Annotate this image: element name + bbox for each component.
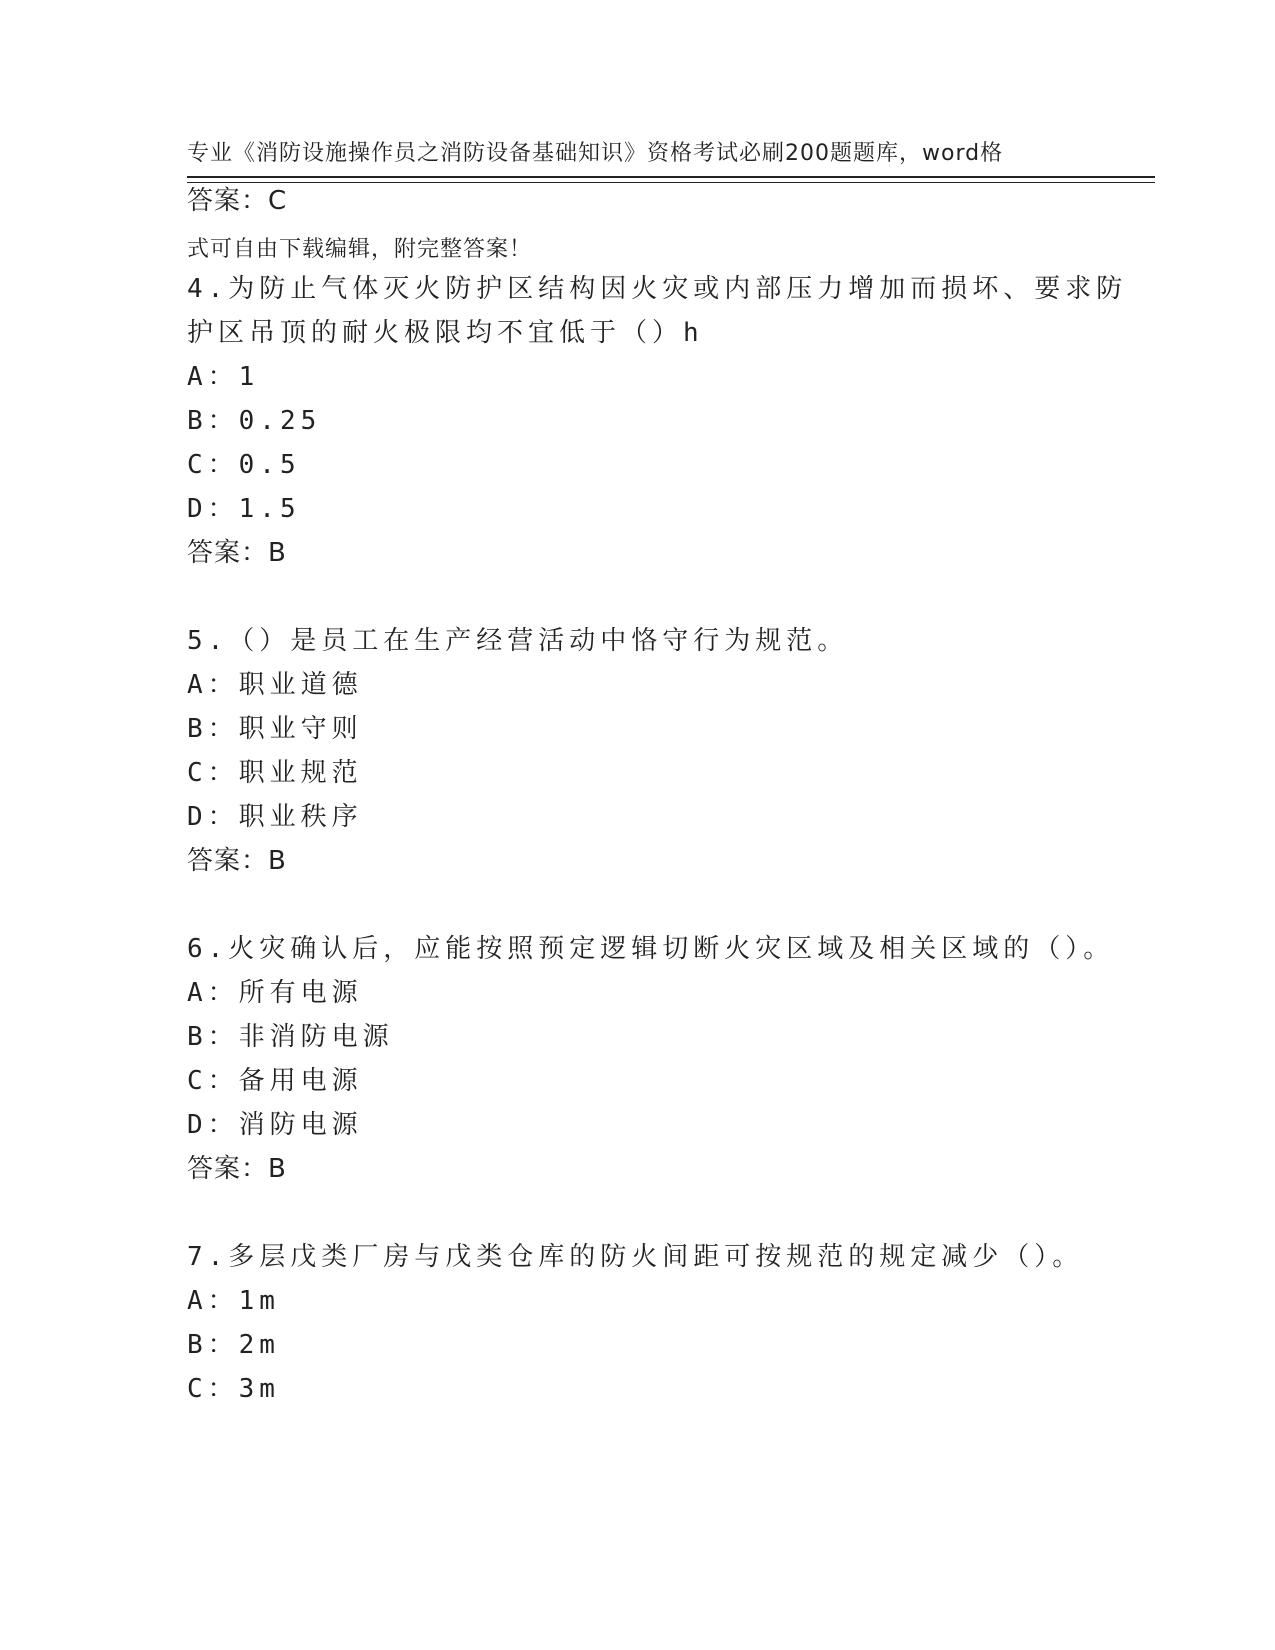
question-4-option-c: C：0.5 bbox=[187, 450, 301, 480]
question-6-option-b: B：非消防电源 bbox=[187, 1022, 394, 1052]
question-7-option-b: B：2m bbox=[187, 1330, 280, 1360]
question-4-answer: 答案：B bbox=[187, 538, 287, 568]
header-line-2: 式可自由下载编辑，附完整答案！ bbox=[187, 237, 533, 262]
question-5-option-d: D：职业秩序 bbox=[187, 802, 363, 832]
question-5-answer: 答案：B bbox=[187, 846, 287, 876]
question-7-option-a: A：1m bbox=[187, 1286, 280, 1316]
question-6-option-a: A：所有电源 bbox=[187, 978, 363, 1008]
question-4-option-a: A：1 bbox=[187, 362, 260, 392]
question-4-option-d: D：1.5 bbox=[187, 494, 301, 524]
question-5-stem-line-1: 5.（）是员工在生产经营活动中恪守行为规范。 bbox=[187, 626, 849, 656]
question-5-option-c: C：职业规范 bbox=[187, 758, 363, 788]
question-6-stem-line-1: 6.火灾确认后，应能按照预定逻辑切断火灾区域及相关区域的（）。 bbox=[187, 934, 1115, 964]
header-divider-thin bbox=[187, 182, 1155, 183]
question-4-option-b: B：0.25 bbox=[187, 406, 322, 436]
header-divider-thick bbox=[187, 176, 1155, 178]
question-5-option-a: A：职业道德 bbox=[187, 670, 363, 700]
header-line-1: 专业《消防设施操作员之消防设备基础知识》资格考试必刷200题题库，word格 bbox=[187, 141, 1004, 166]
previous-answer: 答案：C bbox=[187, 186, 288, 216]
question-6-option-d: D：消防电源 bbox=[187, 1110, 363, 1140]
question-5-option-b: B：职业守则 bbox=[187, 714, 363, 744]
question-4-stem-line-2: 护区吊顶的耐火极限均不宜低于（）h bbox=[187, 318, 704, 348]
question-6-answer: 答案：B bbox=[187, 1154, 287, 1184]
question-7-stem-line-1: 7.多层戊类厂房与戊类仓库的防火间距可按规范的规定减少（）。 bbox=[187, 1242, 1084, 1272]
question-4-stem-line-1: 4.为防止气体灭火防护区结构因火灾或内部压力增加而损坏、要求防 bbox=[187, 274, 1128, 304]
question-7-option-c: C：3m bbox=[187, 1374, 280, 1404]
question-6-option-c: C：备用电源 bbox=[187, 1066, 363, 1096]
